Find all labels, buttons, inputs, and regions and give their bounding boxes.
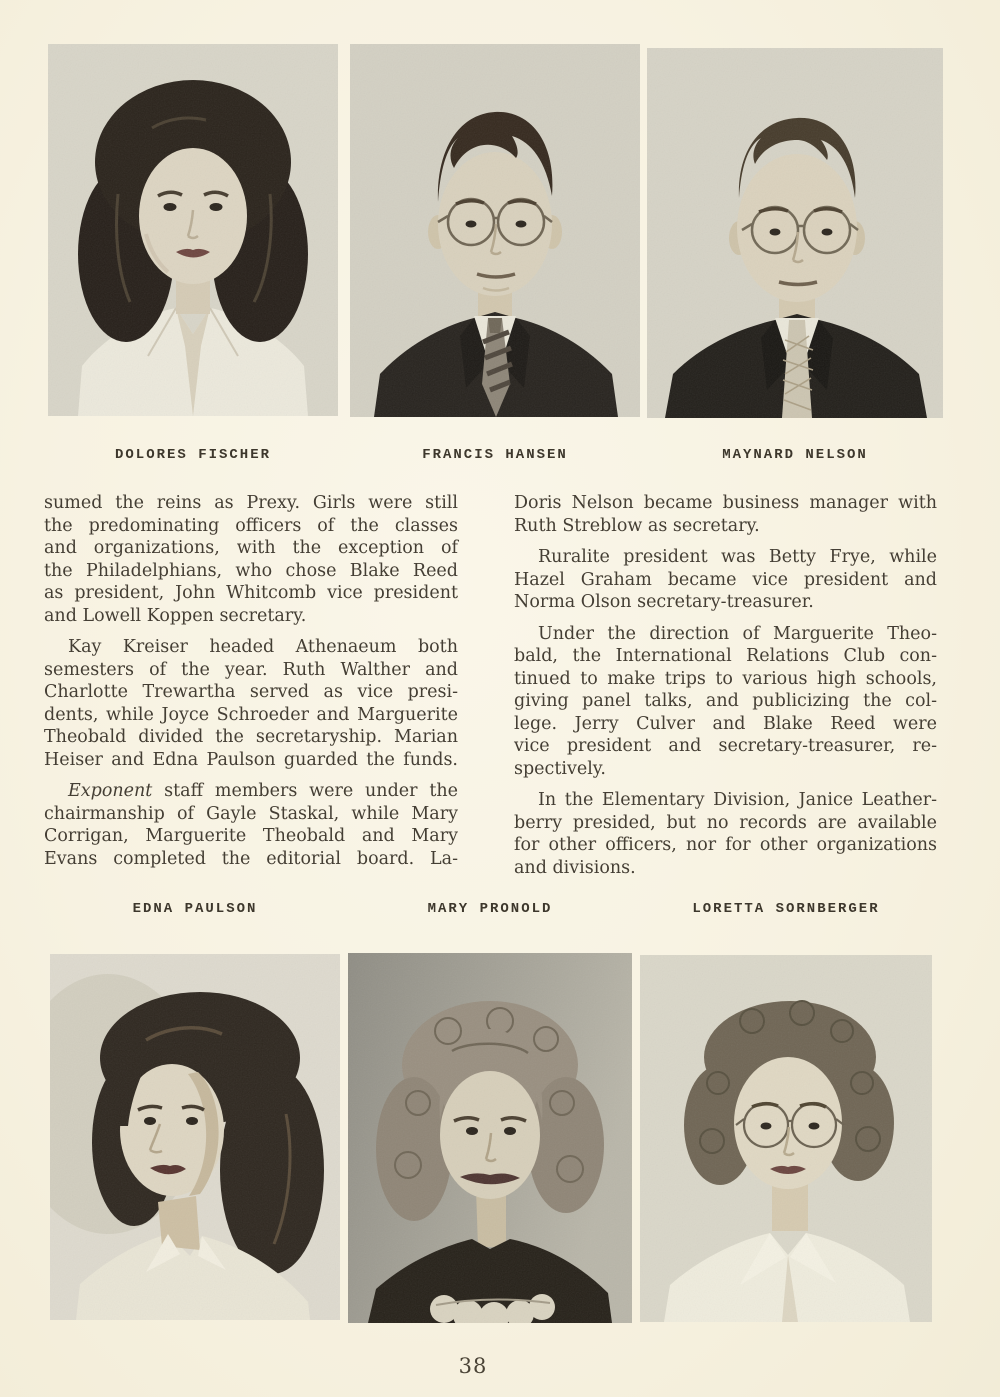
- text-line: Ruralite president was Betty Frye, while: [538, 547, 937, 567]
- text-line: vice president and secretary-treasurer, re-: [514, 736, 937, 756]
- portrait-photo-dolores-fischer: [48, 44, 338, 416]
- portrait-photo-maynard-nelson: [647, 48, 943, 418]
- paragraph: [514, 492, 937, 537]
- text-line: and divisions.: [514, 857, 636, 878]
- text-line: berry presided, but no records are available: [514, 812, 937, 833]
- text-line: Norma Olson secretary-treasurer.: [514, 592, 814, 612]
- paragraph: [44, 780, 458, 870]
- photo-caption-dolores-fischer: DOLORES FISCHER: [114, 447, 272, 463]
- paragraph: [514, 546, 937, 614]
- paragraph: [514, 623, 937, 781]
- text-line: chairmanship of Gayle Staskal, while Mary: [44, 803, 458, 824]
- portrait-photo-loretta-sornberger: [640, 955, 932, 1322]
- photo-caption-edna-paulson: EDNA PAULSON: [132, 901, 258, 917]
- portrait-illustration: [48, 44, 338, 416]
- photo-caption-maynard-nelson: MAYNARD NELSON: [722, 447, 868, 463]
- photo-caption-loretta-sornberger: LORETTA SORNBERGER: [692, 901, 880, 917]
- portrait-photo-mary-pronold: [348, 953, 632, 1323]
- text-line: and Lowell Koppen secretary.: [44, 605, 307, 626]
- text-line: for other officers, nor for other organizations: [514, 835, 937, 855]
- text-line: Heiser and Edna Paulson guarded the funds.: [44, 749, 458, 770]
- text-line: bald, the International Relations Club con-: [514, 646, 937, 666]
- portrait-photo-edna-paulson: [50, 954, 340, 1320]
- text-line: spectively.: [514, 758, 606, 779]
- text-line: the Philadelphians, who chose Blake Reed: [44, 560, 458, 581]
- portrait-illustration: [350, 44, 640, 417]
- text-line: sumed the reins as Prexy. Girls were still: [44, 493, 458, 513]
- paragraph: [514, 789, 937, 879]
- portrait-illustration: [640, 955, 932, 1322]
- text-line: tinued to make trips to various high schools,: [514, 668, 937, 689]
- text-line: Evans completed the editorial board. La-: [44, 848, 458, 869]
- text-line: Corrigan, Marguerite Theobald and Mary: [44, 826, 458, 846]
- portrait-illustration: [647, 48, 943, 418]
- photo-caption-mary-pronold: MARY PRONOLD: [427, 901, 553, 917]
- text-line: lege. Jerry Culver and Blake Reed were: [514, 713, 937, 734]
- paragraph: [44, 636, 458, 771]
- article-column-right: [514, 492, 937, 879]
- text-line: and organizations, with the exception of: [44, 538, 458, 558]
- text-line: Under the direction of Marguerite Theo-: [538, 623, 937, 644]
- text-line: as president, John Whitcomb vice president: [44, 583, 458, 603]
- text-line: dents, while Joyce Schroeder and Marguerite: [44, 704, 458, 725]
- text-line: giving panel talks, and publicizing the col-: [514, 691, 937, 711]
- text-line: Kay Kreiser headed Athenaeum both: [68, 637, 458, 657]
- text-line: the predominating officers of the classes: [44, 515, 458, 536]
- portrait-photo-francis-hansen: [350, 44, 640, 417]
- text-line: Hazel Graham became vice president and: [514, 569, 937, 590]
- portrait-illustration: [348, 953, 632, 1323]
- text-line: semesters of the year. Ruth Walther and: [44, 659, 458, 680]
- text-line: Ruth Streblow as secretary.: [514, 515, 760, 536]
- portrait-illustration: [50, 954, 340, 1320]
- text-line: Exponent staff members were under the: [68, 781, 458, 801]
- paragraph: [44, 492, 458, 627]
- page-number: 38: [458, 1354, 488, 1378]
- text-line: In the Elementary Division, Janice Leather-: [538, 790, 937, 810]
- text-line: Doris Nelson became business manager with: [514, 493, 937, 513]
- article-column-left: [44, 492, 458, 870]
- text-line: Theobald divided the secretaryship. Marian: [44, 727, 458, 747]
- photo-caption-francis-hansen: FRANCIS HANSEN: [422, 447, 568, 463]
- text-line: Charlotte Trewartha served as vice presi-: [44, 682, 458, 702]
